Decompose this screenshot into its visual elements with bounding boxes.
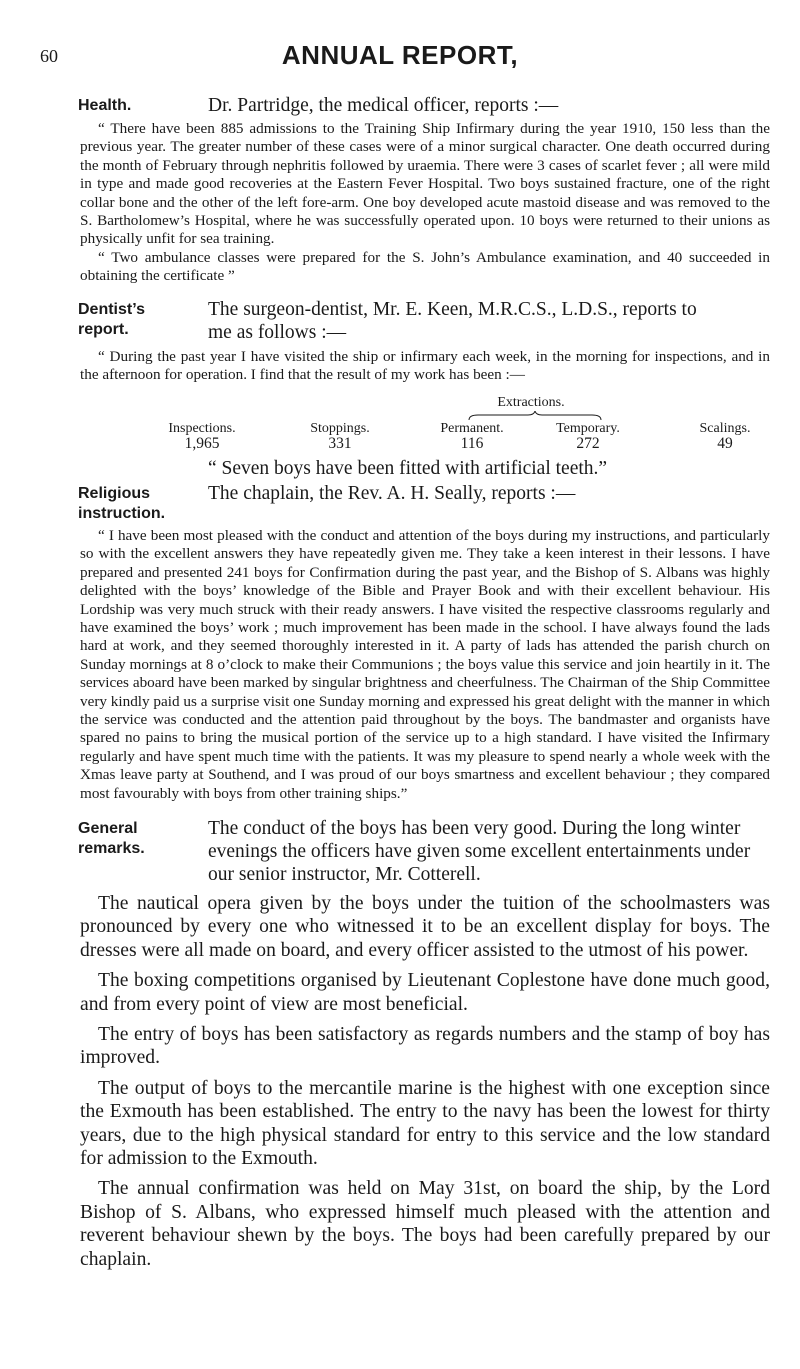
dentist-side-label-line-1: Dentist’s bbox=[78, 301, 145, 318]
stoppings-value: 331 bbox=[328, 435, 352, 452]
religious-paragraph: “ I have been most pleased with the conduct and attention of the boys during my instructions, and particularly so with the excellent answers they have repeatedly given me. They take a keen interest in their lessons. I have prepared and presented 241 boys for Confirmation during the past year, and the Bishop of S. Albans was highly delighted with the boys’ knowledge of the Bible and Prayer Book and with their excellent behaviour. His Lordship was very much struck with their ready answers. I have visited the respective classrooms regularly and have examined the boys’ work ; much improvement has been made in the school. I have always found the lads hard at work, and they seemed thoroughly interested in it. A party of lads has attended the parish church on Sunday mornings at 8 o’clock to make their Communions ; the boys value this service and join heartily in it. The services aboard have been marked by singular brightness and cheerfulness. The Chairman of the Ship Committee very kindly paid us a surprise visit one Sunday morning and expressed his great delight with the manner in which the service was conducted and the attention paid throughout by the boys. The bandmaster and organists have spared no pains to bring the musical portion of the service up to a high standard. I have visited the Infirmary regularly and have spent much time with the patients. It was my pleasure to spend nearly a whole week with the Xmas leave party at Southend, and I was proud of our boys smartness and excellent behaviour ; they compared most favourably with boys from other training ships.” bbox=[80, 527, 770, 802]
general-paragraph-5: The annual confirmation was held on May 31st, on board the ship, by the Lord Bishop of S. Albans, who expressed himself much pleased with the attention and reverent behaviour shewn by the boys. The boys had been carefully prepared by our chaplain. bbox=[80, 1178, 770, 1270]
dentist-closing: “ Seven boys have been fitted with artificial teeth.” bbox=[208, 458, 608, 479]
health-lead: Dr. Partridge, the medical officer, reports :— bbox=[208, 95, 559, 116]
dentist-lead-line-2: me as follows :— bbox=[208, 322, 347, 343]
religious-body bbox=[80, 527, 770, 803]
general-lead: The conduct of the boys has been very good. During the long winter evenings the officers have given some excellent entertainments under our senior instructor, Mr. Cotterell. bbox=[208, 818, 751, 885]
running-title: ANNUAL REPORT, bbox=[281, 40, 519, 70]
general-body bbox=[80, 892, 770, 1278]
religious-side-label-line-1: Religious bbox=[78, 485, 151, 502]
general-side-label-line-1: General bbox=[78, 820, 138, 837]
general-paragraph-3: The entry of boys has been satisfactory as regards numbers and the stamp of boy has improved. bbox=[80, 1024, 770, 1069]
health-paragraph-1: “ There have been 885 admissions to the Training Ship Infirmary during the year 1910, 150 less than the previous year. The greater number of these cases were of a minor surgical character. One death occurred during the month of February through nephritis followed by uraemia. There were 3 cases of scarlet fever ; all were mild in type and made good recoveries at the Eastern Fever Hospital. Two boys sustained fracture, one of the right collar bone and the other of the left fore-arm. One boy developed acute mastoid disease and was removed to the S. Bartholomew’s Hospital, where he was successfully operated upon. 10 boys were returned to their unions as physically unfit for sea training. bbox=[80, 120, 770, 248]
dentist-lead bbox=[208, 298, 770, 344]
general-paragraph-2: The boxing competitions organised by Lieutenant Coplestone have done much good, and from every point of view are most beneficial. bbox=[80, 970, 770, 1015]
scalings-column bbox=[680, 421, 770, 451]
dentist-lead-line-1: The surgeon-dentist, Mr. E. Keen, M.R.C.S., L.D.S., reports to bbox=[208, 299, 697, 320]
scalings-label: Scalings. bbox=[699, 421, 751, 436]
temporary-value: 272 bbox=[576, 435, 600, 452]
health-side-label: Health. bbox=[78, 97, 132, 114]
general-side-label bbox=[78, 819, 145, 859]
inspections-label: Inspections. bbox=[168, 421, 236, 436]
general-paragraph-4: The output of boys to the mercantile marine is the highest with one exception since the Exmouth has been established. The entry to the navy has been the lowest for thirty years, due to the high physical standard for entry to this service and the low standard for admission to the Exmouth. bbox=[80, 1077, 770, 1170]
general-paragraph-1: The nautical opera given by the boys under the tuition of the schoolmasters was pronounced by every one who witnessed it to be an excellent display for boys. The dresses were all made on board, and every officer assisted to the utmost of his power. bbox=[80, 893, 770, 961]
inspections-column bbox=[152, 421, 252, 451]
religious-side-label-line-2: instruction. bbox=[78, 505, 166, 522]
extractions-heading: Extractions. bbox=[497, 395, 565, 410]
dentist-side-label bbox=[78, 300, 145, 340]
dentist-side-label-line-2: report. bbox=[78, 321, 129, 338]
general-side-label-line-2: remarks. bbox=[78, 840, 145, 857]
dentist-paragraph: “ During the past year I have visited the ship or infirmary each week, in the morning for inspections, and in the afternoon for operation. I find that the result of my work has been :— bbox=[80, 348, 770, 384]
dentist-body bbox=[80, 348, 770, 385]
extractions-brace bbox=[468, 411, 602, 421]
permanent-column bbox=[422, 421, 522, 451]
scalings-value: 49 bbox=[717, 435, 733, 452]
temporary-label: Temporary. bbox=[556, 421, 620, 436]
temporary-column bbox=[538, 421, 638, 451]
inspections-value: 1,965 bbox=[184, 435, 220, 452]
health-body bbox=[80, 120, 770, 286]
religious-lead: The chaplain, the Rev. A. H. Seally, reports :— bbox=[208, 483, 576, 504]
religious-side-label bbox=[78, 484, 165, 524]
permanent-value: 116 bbox=[460, 435, 484, 452]
stoppings-label: Stoppings. bbox=[310, 421, 370, 436]
health-paragraph-2: “ Two ambulance classes were prepared for the S. John’s Ambulance examination, and 40 succeeded in obtaining the certificate ” bbox=[80, 248, 770, 285]
stoppings-column bbox=[290, 421, 390, 451]
page-number: 60 bbox=[40, 46, 58, 66]
permanent-label: Permanent. bbox=[440, 421, 504, 436]
page-header bbox=[40, 40, 760, 80]
